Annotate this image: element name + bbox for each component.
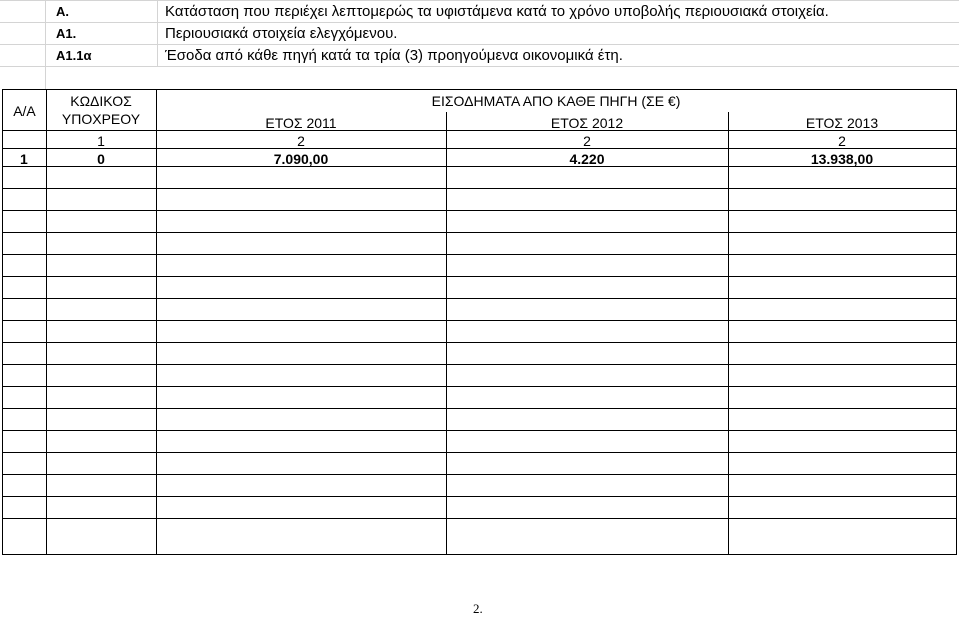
header-row-a1 bbox=[0, 22, 959, 44]
col-header-code-line1: ΚΩΔΙΚΟΣ bbox=[70, 93, 132, 109]
page-number: 2. bbox=[473, 601, 483, 616]
col-header-year-2013: ΕΤΟΣ 2013 bbox=[805, 115, 879, 131]
section-code: Α. bbox=[56, 4, 69, 19]
row-income-2013: 13.938,00 bbox=[810, 151, 874, 167]
header-row-blank bbox=[0, 66, 959, 88]
row-income-2012: 4.220 bbox=[569, 151, 605, 167]
header-row-a bbox=[0, 0, 959, 22]
col-number: 2 bbox=[583, 133, 591, 149]
row-divider bbox=[3, 232, 956, 233]
row-divider bbox=[3, 474, 956, 475]
row-income-2011: 7.090,00 bbox=[273, 151, 329, 167]
row-divider bbox=[3, 298, 956, 299]
section-text: Περιουσιακά στοιχεία ελεγχόμενου. bbox=[165, 25, 398, 42]
row-divider bbox=[3, 188, 956, 189]
col-header-aa: Α/Α bbox=[13, 103, 36, 119]
row-code: 0 bbox=[97, 151, 105, 167]
section-code: Α1.1α bbox=[56, 48, 92, 63]
row-divider bbox=[3, 320, 956, 321]
row-divider bbox=[3, 276, 956, 277]
row-divider bbox=[3, 210, 956, 211]
row-divider bbox=[3, 254, 956, 255]
row-aa: 1 bbox=[20, 151, 28, 167]
col-header-year-2012: ΕΤΟΣ 2012 bbox=[550, 115, 624, 131]
col-divider bbox=[446, 112, 447, 554]
row-divider bbox=[3, 386, 956, 387]
row-divider bbox=[3, 518, 956, 519]
row-divider bbox=[3, 496, 956, 497]
col-number: 2 bbox=[297, 133, 305, 149]
row-divider bbox=[3, 430, 956, 431]
section-text: Έσοδα από κάθε πηγή κατά τα τρία (3) προηγούμενα οικονομικά έτη. bbox=[165, 47, 623, 64]
row-divider bbox=[3, 452, 956, 453]
grid-line bbox=[157, 0, 158, 66]
section-text: Κατάσταση που περιέχει λεπτομερώς τα υφιστάμενα κατά το χρόνο υποβολής περιουσιακά στοιχεία. bbox=[165, 3, 829, 20]
col-divider bbox=[728, 112, 729, 554]
col-header-year-2011: ΕΤΟΣ 2011 bbox=[265, 115, 337, 131]
header-row-a11a bbox=[0, 44, 959, 66]
col-header-code-line2: ΥΠΟΧΡΕΟΥ bbox=[61, 111, 141, 127]
row-divider bbox=[3, 364, 956, 365]
col-number: 2 bbox=[838, 133, 846, 149]
section-code: Α1. bbox=[56, 26, 77, 41]
income-table bbox=[2, 89, 957, 555]
row-divider bbox=[3, 342, 956, 343]
grid-line bbox=[45, 0, 46, 89]
col-header-income: ΕΙΣΟΔΗΜΑΤΑ ΑΠΟ ΚΑΘΕ ΠΗΓΗ (ΣΕ €) bbox=[431, 93, 681, 109]
col-number: 1 bbox=[97, 133, 105, 149]
row-divider bbox=[3, 408, 956, 409]
